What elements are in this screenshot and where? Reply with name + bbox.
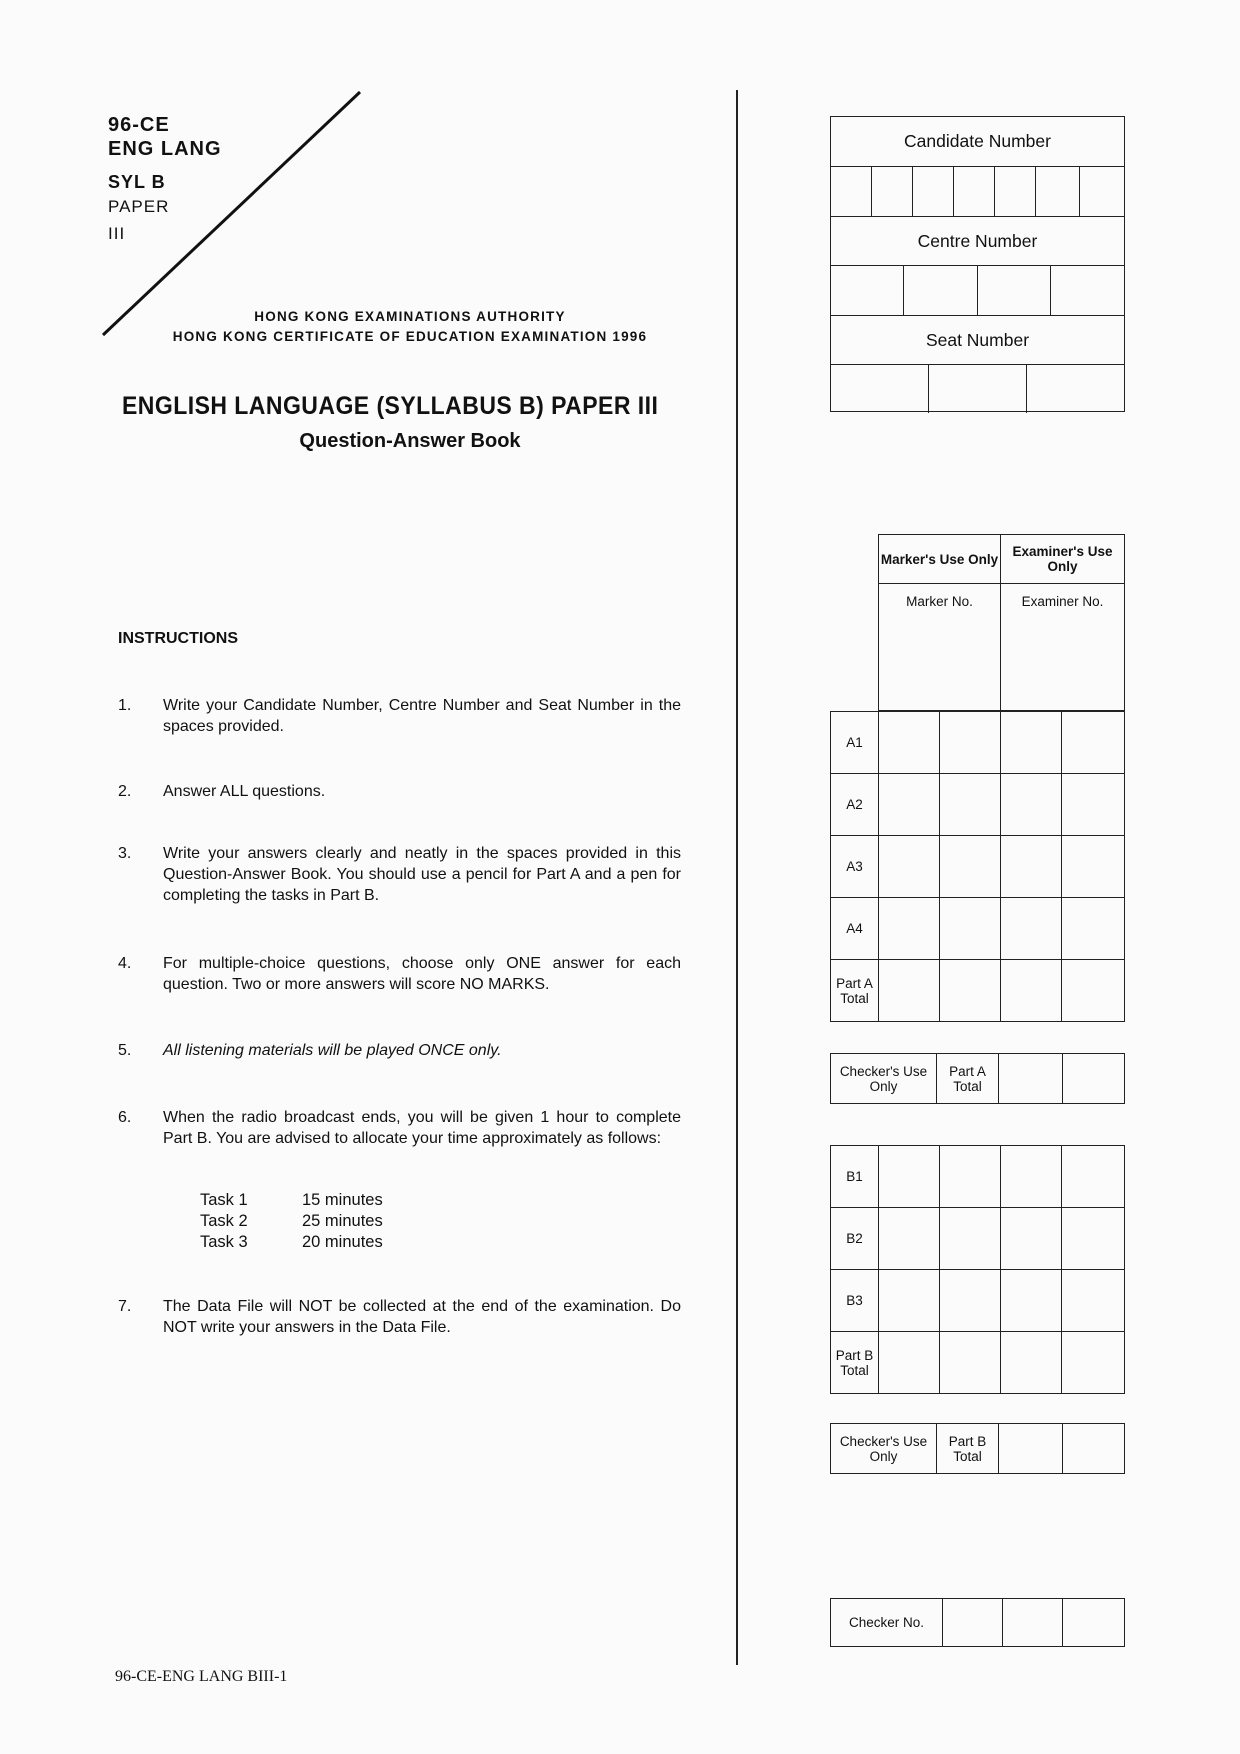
digit-cell[interactable] <box>929 365 1027 413</box>
checker-mark-cell[interactable] <box>1063 1054 1125 1104</box>
centre-number-label: Centre Number <box>831 217 1124 266</box>
mark-cell[interactable] <box>879 712 940 774</box>
digit-cell[interactable] <box>954 167 995 216</box>
instruction-number: 3. <box>118 845 132 862</box>
mark-cell[interactable] <box>940 712 1001 774</box>
task-row <box>200 1211 383 1232</box>
candidate-number-label: Candidate Number <box>831 117 1124 167</box>
task-time-table <box>200 1190 383 1253</box>
mark-cell[interactable] <box>940 1270 1001 1332</box>
row-label: Part B Total <box>831 1332 879 1394</box>
instruction-text: Write your answers clearly and neatly in the spaces provided in this Question-Answer Book. You should use a pencil for Part A and a pen for completing the tasks in Part B. <box>163 845 681 904</box>
seat-number-label: Seat Number <box>831 316 1124 365</box>
mark-cell[interactable] <box>1001 1270 1062 1332</box>
checker-no-cell[interactable] <box>943 1599 1003 1647</box>
mark-cell[interactable] <box>1001 1146 1062 1208</box>
mark-cell[interactable] <box>879 836 940 898</box>
mark-cell[interactable] <box>879 898 940 960</box>
mark-cell[interactable] <box>879 774 940 836</box>
instruction-text: Write your Candidate Number, Centre Number and Seat Number in the spaces provided. <box>163 697 681 735</box>
digit-cell[interactable] <box>1080 167 1123 216</box>
row-label: Part A Total <box>831 960 879 1022</box>
identification-box <box>830 116 1125 412</box>
checker-use-only-label: Checker's Use Only <box>831 1424 937 1474</box>
paper-code-line2: ENG LANG <box>108 138 222 160</box>
mark-cell[interactable] <box>1001 1332 1062 1394</box>
mark-cell[interactable] <box>879 1146 940 1208</box>
instruction-number: 6. <box>118 1109 132 1126</box>
mark-cell[interactable] <box>1062 1208 1125 1270</box>
digit-cell[interactable] <box>1027 365 1123 413</box>
authority-line1: HONG KONG EXAMINATIONS AUTHORITY <box>254 309 566 324</box>
instruction-number: 5. <box>118 1042 132 1059</box>
diagonal-slash <box>95 85 375 345</box>
paper-code-line4: PAPER <box>108 197 170 216</box>
instruction-item <box>118 1296 688 1340</box>
centre-number-cells[interactable] <box>831 266 1124 316</box>
mark-cell[interactable] <box>1062 712 1125 774</box>
column-divider <box>736 90 738 1665</box>
marker-use-only: Marker's Use Only <box>879 535 1001 584</box>
instruction-item <box>118 953 688 997</box>
mark-cell[interactable] <box>1062 1270 1125 1332</box>
mark-cell[interactable] <box>1062 960 1125 1022</box>
page-title: ENGLISH LANGUAGE (SYLLABUS B) PAPER III <box>122 392 659 420</box>
part-a-total-label: Part A Total <box>937 1054 999 1104</box>
marks-row-part-a-total <box>831 960 1125 1022</box>
instruction-item <box>118 1040 688 1062</box>
instruction-item <box>118 1107 688 1173</box>
instruction-item <box>118 695 688 739</box>
seat-number-cells[interactable] <box>831 365 1124 413</box>
row-label: B1 <box>831 1146 879 1208</box>
mark-cell[interactable] <box>1001 836 1062 898</box>
digit-cell[interactable] <box>913 167 954 216</box>
mark-cell[interactable] <box>1062 1332 1125 1394</box>
instruction-number: 2. <box>118 783 132 800</box>
mark-cell[interactable] <box>940 1208 1001 1270</box>
instructions-heading: INSTRUCTIONS <box>118 630 238 647</box>
task-row <box>200 1190 383 1211</box>
mark-cell[interactable] <box>1001 712 1062 774</box>
row-label: B2 <box>831 1208 879 1270</box>
paper-code-line5: III <box>108 224 126 243</box>
mark-cell[interactable] <box>1001 960 1062 1022</box>
mark-cell[interactable] <box>940 898 1001 960</box>
checker-no-table <box>830 1598 1125 1647</box>
examiner-use-only: Examiner's Use Only <box>1001 535 1125 584</box>
task-name: Task 1 <box>200 1191 248 1209</box>
row-label: A3 <box>831 836 879 898</box>
checker-mark-cell[interactable] <box>999 1424 1063 1474</box>
checker-no-cell[interactable] <box>1063 1599 1125 1647</box>
marks-row-b1 <box>831 1146 1125 1208</box>
task-time: 25 minutes <box>302 1212 383 1230</box>
mark-cell[interactable] <box>940 1332 1001 1394</box>
instruction-text: For multiple-choice questions, choose only ONE answer for each question. Two or more answers will score NO MARKS. <box>163 955 681 993</box>
mark-cell[interactable] <box>940 836 1001 898</box>
mark-cell[interactable] <box>940 1146 1001 1208</box>
instruction-number: 4. <box>118 955 132 972</box>
checker-mark-cell[interactable] <box>999 1054 1063 1104</box>
mark-cell[interactable] <box>940 774 1001 836</box>
instruction-text: When the radio broadcast ends, you will be given 1 hour to complete Part B. You are advised to allocate your time approximately as follows: <box>163 1109 681 1147</box>
digit-cell[interactable] <box>831 365 929 413</box>
digit-cell[interactable] <box>872 167 913 216</box>
mark-cell[interactable] <box>879 960 940 1022</box>
paper-code-line3: SYL B <box>108 172 166 192</box>
mark-cell[interactable] <box>1062 1146 1125 1208</box>
examiner-no-label: Examiner No. <box>1001 584 1125 711</box>
row-label: A2 <box>831 774 879 836</box>
checker-b-table <box>830 1423 1125 1474</box>
row-label: A1 <box>831 712 879 774</box>
page-subtitle: Question-Answer Book <box>299 430 521 452</box>
instruction-number: 1. <box>118 697 132 714</box>
mark-cell[interactable] <box>1062 774 1125 836</box>
authority-heading <box>100 307 720 347</box>
mark-cell[interactable] <box>1062 836 1125 898</box>
part-a-marks-table <box>830 711 1125 1022</box>
task-name: Task 2 <box>200 1212 248 1230</box>
candidate-number-cells[interactable] <box>831 167 1124 217</box>
authority-line2: HONG KONG CERTIFICATE OF EDUCATION EXAMINATION 1996 <box>172 329 648 344</box>
marks-header-table <box>878 534 1125 711</box>
digit-cell[interactable] <box>831 266 904 315</box>
digit-cell[interactable] <box>831 167 872 216</box>
mark-cell[interactable] <box>879 1208 940 1270</box>
marks-row-a1 <box>831 712 1125 774</box>
mark-cell[interactable] <box>1062 898 1125 960</box>
row-label: B3 <box>831 1270 879 1332</box>
task-row <box>200 1232 383 1253</box>
mark-cell[interactable] <box>1001 898 1062 960</box>
instruction-text: All listening materials will be played ONCE only. <box>163 1042 502 1059</box>
checker-mark-cell[interactable] <box>1063 1424 1125 1474</box>
mark-cell[interactable] <box>1001 1208 1062 1270</box>
digit-cell[interactable] <box>995 167 1036 216</box>
marks-row-part-b-total <box>831 1332 1125 1394</box>
instruction-item <box>118 781 688 803</box>
digit-cell[interactable] <box>904 266 978 315</box>
page-footer: 96-CE-ENG LANG BIII-1 <box>115 1668 288 1685</box>
marks-row-b2 <box>831 1208 1125 1270</box>
checker-use-only-label: Checker's Use Only <box>831 1054 937 1104</box>
row-label: A4 <box>831 898 879 960</box>
digit-cell[interactable] <box>978 266 1051 315</box>
task-time: 15 minutes <box>302 1191 383 1209</box>
task-time: 20 minutes <box>302 1233 383 1251</box>
mark-cell[interactable] <box>879 1332 940 1394</box>
part-b-total-label: Part B Total <box>937 1424 999 1474</box>
checker-no-label: Checker No. <box>831 1599 943 1647</box>
marks-row-a3 <box>831 836 1125 898</box>
checker-no-cell[interactable] <box>1003 1599 1063 1647</box>
task-name: Task 3 <box>200 1233 248 1251</box>
mark-cell[interactable] <box>940 960 1001 1022</box>
marks-row-a4 <box>831 898 1125 960</box>
marks-row-b3 <box>831 1270 1125 1332</box>
mark-cell[interactable] <box>1001 774 1062 836</box>
instruction-number: 7. <box>118 1298 132 1315</box>
instruction-text: Answer ALL questions. <box>163 783 326 800</box>
part-b-marks-table <box>830 1145 1125 1394</box>
digit-cell[interactable] <box>1036 167 1080 216</box>
marker-no-label: Marker No. <box>879 584 1001 711</box>
instruction-item <box>118 843 688 909</box>
paper-code-line1: 96-CE <box>108 114 170 136</box>
digit-cell[interactable] <box>1051 266 1123 315</box>
checker-a-table <box>830 1053 1125 1104</box>
marks-row-a2 <box>831 774 1125 836</box>
mark-cell[interactable] <box>879 1270 940 1332</box>
instruction-text: The Data File will NOT be collected at the end of the examination. Do NOT write your answers in the Data File. <box>163 1298 681 1336</box>
